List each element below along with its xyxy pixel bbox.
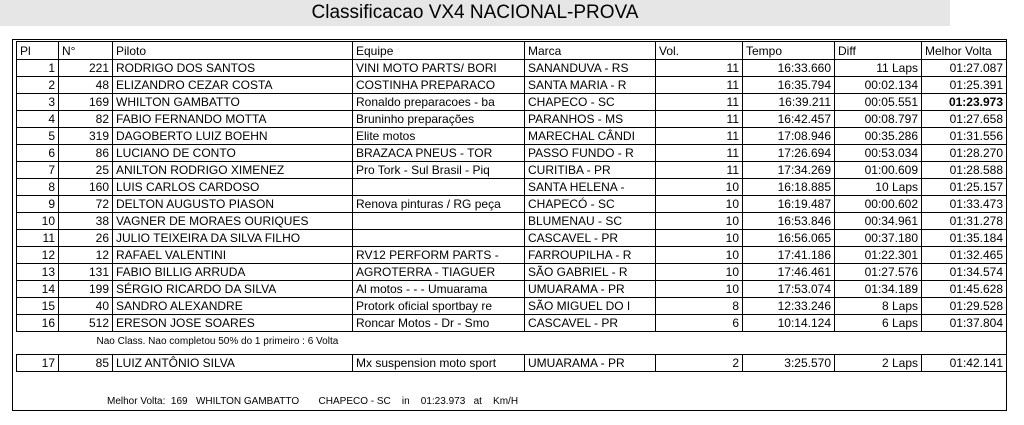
table-row [17,230,1007,247]
tempo-cell: 16:39.211 [743,94,835,111]
number-cell: 38 [59,213,113,230]
diff-cell: 01:22.301 [835,247,922,264]
melhor-volta-cell: 01:37.804 [922,315,1007,332]
vol-cell: 8 [656,298,743,315]
tempo-cell: 16:42.457 [743,111,835,128]
equipe-cell: BRAZACA PNEUS - TOR [353,145,525,162]
header-vol: Vol. [656,42,743,60]
piloto-cell: ANILTON RODRIGO XIMENEZ [113,162,353,179]
results-table [16,41,1007,372]
marca-cell: UMUARAMA - PR [525,355,656,372]
header-marca: Marca [525,42,656,60]
equipe-cell: Elite motos [353,128,525,145]
header-equipe: Equipe [353,42,525,60]
marca-cell: UMUARAMA - PR [525,281,656,298]
pl-cell: 7 [17,162,59,179]
diff-cell: 8 Laps [835,298,922,315]
melhor-volta-cell: 01:32.465 [922,247,1007,264]
number-cell: 199 [59,281,113,298]
vol-cell: 11 [656,60,743,77]
tempo-cell: 16:35.794 [743,77,835,94]
piloto-cell: ERESON JOSE SOARES [113,315,353,332]
tempo-cell: 16:33.660 [743,60,835,77]
pl-cell: 10 [17,213,59,230]
piloto-cell: SANDRO ALEXANDRE [113,298,353,315]
equipe-cell [353,213,525,230]
table-row [17,298,1007,315]
pl-cell: 4 [17,111,59,128]
melhor-volta-cell: 01:33.473 [922,196,1007,213]
equipe-cell: Protork oficial sportbay re [353,298,525,315]
tempo-cell: 17:41.186 [743,247,835,264]
pl-cell: 3 [17,94,59,111]
number-cell: 160 [59,179,113,196]
marca-cell: PASSO FUNDO - R [525,145,656,162]
table-row [17,111,1007,128]
results-body [17,60,1007,372]
table-row [17,77,1007,94]
table-row [17,94,1007,111]
piloto-cell: FABIO FERNANDO MOTTA [113,111,353,128]
pl-cell: 14 [17,281,59,298]
equipe-cell: Renova pinturas / RG peça [353,196,525,213]
vol-cell: 11 [656,77,743,94]
tempo-cell: 16:56.065 [743,230,835,247]
equipe-cell: Roncar Motos - Dr - Smo [353,315,525,332]
equipe-cell: RV12 PERFORM PARTS - [353,247,525,264]
table-row [17,281,1007,298]
piloto-cell: WHILTON GAMBATTO [113,94,353,111]
equipe-cell [353,179,525,196]
vol-cell: 10 [656,247,743,264]
pl-cell: 9 [17,196,59,213]
vol-cell: 10 [656,264,743,281]
piloto-cell: RODRIGO DOS SANTOS [113,60,353,77]
best-lap-footer: Melhor Volta: 169 WHILTON GAMBATTO CHAPECO - SC in 01:23.973 at Km/H [107,396,519,407]
non-classified-note: Nao Class. Nao completou 50% do 1 primeiro : 6 Volta [96,336,339,347]
marca-cell: PARANHOS - MS [525,111,656,128]
marca-cell: CHAPECO - SC [525,94,656,111]
vol-cell: 11 [656,145,743,162]
vol-cell: 11 [656,111,743,128]
diff-cell: 10 Laps [835,179,922,196]
header-row [17,42,1007,60]
diff-cell: 2 Laps [835,355,922,372]
tempo-cell: 17:34.269 [743,162,835,179]
diff-cell: 00:37.180 [835,230,922,247]
marca-cell: CURITIBA - PR [525,162,656,179]
piloto-cell: LUIS CARLOS CARDOSO [113,179,353,196]
melhor-volta-cell: 01:28.270 [922,145,1007,162]
marca-cell: CHAPECÓ - SC [525,196,656,213]
number-cell: 25 [59,162,113,179]
diff-cell: 00:08.797 [835,111,922,128]
pl-cell: 8 [17,179,59,196]
number-cell: 26 [59,230,113,247]
equipe-cell: Al motos - - - Umuarama [353,281,525,298]
diff-cell: 00:35.286 [835,128,922,145]
equipe-cell: Ronaldo preparacoes - ba [353,94,525,111]
number-cell: 169 [59,94,113,111]
melhor-volta-cell: 01:31.556 [922,128,1007,145]
table-row [17,162,1007,179]
piloto-cell: RAFAEL VALENTINI [113,247,353,264]
number-cell: 12 [59,247,113,264]
pl-cell: 11 [17,230,59,247]
pl-cell: 1 [17,60,59,77]
marca-cell: BLUMENAU - SC [525,213,656,230]
header-tempo: Tempo [743,42,835,60]
header-piloto: Piloto [113,42,353,60]
diff-cell: 00:02.134 [835,77,922,94]
piloto-cell: LUCIANO DE CONTO [113,145,353,162]
table-row [17,60,1007,77]
pl-cell: 6 [17,145,59,162]
pl-cell: 13 [17,264,59,281]
tempo-cell: 17:46.461 [743,264,835,281]
number-cell: 72 [59,196,113,213]
vol-cell: 10 [656,230,743,247]
marca-cell: CASCAVEL - PR [525,230,656,247]
table-row [17,213,1007,230]
equipe-cell: Mx suspension moto sport [353,355,525,372]
header-diff: Diff [835,42,922,60]
tempo-cell: 3:25.570 [743,355,835,372]
number-cell: 85 [59,355,113,372]
melhor-volta-cell: 01:27.658 [922,111,1007,128]
marca-cell: SÃO GABRIEL - R [525,264,656,281]
vol-cell: 6 [656,315,743,332]
number-cell: 221 [59,60,113,77]
diff-cell: 6 Laps [835,315,922,332]
marca-cell: SÃO MIGUEL DO I [525,298,656,315]
number-cell: 82 [59,111,113,128]
header-pl: Pl [17,42,59,60]
melhor-volta-cell: 01:34.574 [922,264,1007,281]
non-classified-note-row [17,335,1007,348]
marca-cell: FARROUPILHA - R [525,247,656,264]
number-cell: 131 [59,264,113,281]
table-row [17,145,1007,162]
pl-cell: 2 [17,77,59,94]
vol-cell: 10 [656,213,743,230]
melhor-volta-cell: 01:25.157 [922,179,1007,196]
equipe-cell: AGROTERRA - TIAGUER [353,264,525,281]
table-row [17,355,1007,372]
melhor-volta-cell: 01:23.973 [922,94,1007,111]
diff-cell: 00:05.551 [835,94,922,111]
marca-cell: SANANDUVA - RS [525,60,656,77]
table-row [17,196,1007,213]
tempo-cell: 12:33.246 [743,298,835,315]
table-row [17,179,1007,196]
marca-cell: MARECHAL CÂNDI [525,128,656,145]
tempo-cell: 10:14.124 [743,315,835,332]
pl-cell: 5 [17,128,59,145]
marca-cell: SANTA HELENA - [525,179,656,196]
melhor-volta-cell: 01:29.528 [922,298,1007,315]
marca-cell: SANTA MARIA - R [525,77,656,94]
diff-cell: 00:00.602 [835,196,922,213]
pl-cell: 17 [17,355,59,372]
melhor-volta-cell: 01:25.391 [922,77,1007,94]
number-cell: 319 [59,128,113,145]
equipe-cell: VINI MOTO PARTS/ BORI [353,60,525,77]
tempo-cell: 17:26.694 [743,145,835,162]
tempo-cell: 17:08.946 [743,128,835,145]
piloto-cell: ELIZANDRO CEZAR COSTA [113,77,353,94]
number-cell: 512 [59,315,113,332]
piloto-cell: FABIO BILLIG ARRUDA [113,264,353,281]
table-row [17,315,1007,332]
number-cell: 86 [59,145,113,162]
pl-cell: 12 [17,247,59,264]
table-row [17,128,1007,145]
pl-cell: 15 [17,298,59,315]
melhor-volta-cell: 01:35.184 [922,230,1007,247]
diff-cell: 11 Laps [835,60,922,77]
tempo-cell: 16:18.885 [743,179,835,196]
vol-cell: 10 [656,281,743,298]
melhor-volta-cell: 01:45.628 [922,281,1007,298]
equipe-cell: COSTINHA PREPARACO [353,77,525,94]
equipe-cell: Pro Tork - Sul Brasil - Piq [353,162,525,179]
header-melhor-volta: Melhor Volta [922,42,1007,60]
piloto-cell: DELTON AUGUSTO PIASON [113,196,353,213]
piloto-cell: DAGOBERTO LUIZ BOEHN [113,128,353,145]
equipe-cell [353,230,525,247]
header-num: N° [59,42,113,60]
page-title: Classificacao VX4 NACIONAL-PROVA [311,2,639,23]
number-cell: 40 [59,298,113,315]
piloto-cell: LUIZ ANTÔNIO SILVA [113,355,353,372]
table-row [17,264,1007,281]
melhor-volta-cell: 01:27.087 [922,60,1007,77]
vol-cell: 11 [656,94,743,111]
piloto-cell: VAGNER DE MORAES OURIQUES [113,213,353,230]
diff-cell: 00:53.034 [835,145,922,162]
vol-cell: 10 [656,179,743,196]
tempo-cell: 17:53.074 [743,281,835,298]
piloto-cell: JULIO TEIXEIRA DA SILVA FILHO [113,230,353,247]
number-cell: 48 [59,77,113,94]
tempo-cell: 16:53.846 [743,213,835,230]
piloto-cell: SÉRGIO RICARDO DA SILVA [113,281,353,298]
tempo-cell: 16:19.487 [743,196,835,213]
melhor-volta-cell: 01:42.141 [922,355,1007,372]
melhor-volta-cell: 01:28.588 [922,162,1007,179]
vol-cell: 11 [656,162,743,179]
diff-cell: 01:27.576 [835,264,922,281]
vol-cell: 10 [656,196,743,213]
vol-cell: 2 [656,355,743,372]
vol-cell: 11 [656,128,743,145]
marca-cell: CASCAVEL - PR [525,315,656,332]
melhor-volta-cell: 01:31.278 [922,213,1007,230]
table-row [17,247,1007,264]
diff-cell: 01:00.609 [835,162,922,179]
pl-cell: 16 [17,315,59,332]
diff-cell: 01:34.189 [835,281,922,298]
diff-cell: 00:34.961 [835,213,922,230]
equipe-cell: Bruninho preparações [353,111,525,128]
